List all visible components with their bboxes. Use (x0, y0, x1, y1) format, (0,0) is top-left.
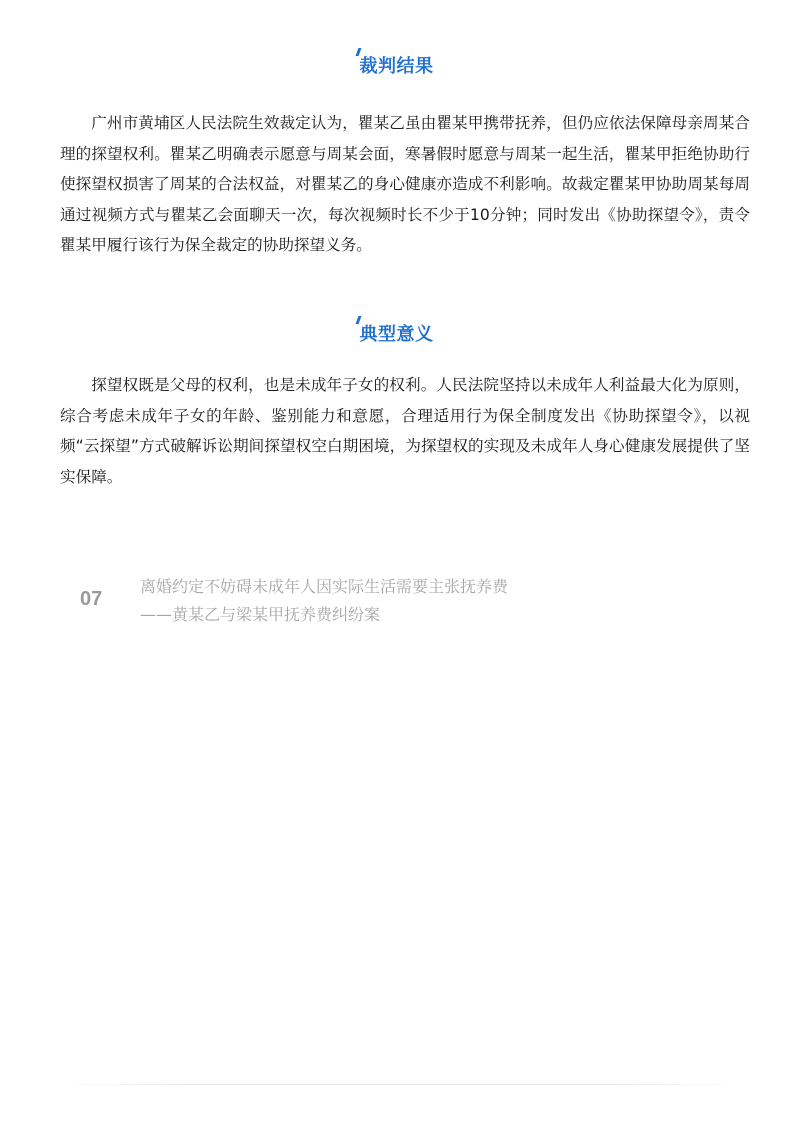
case-title-line1: 离婚约定不妨碍未成年人因实际生活需要主张抚养费 (140, 577, 509, 596)
heading-accent-mark (355, 316, 361, 324)
case-number: 07 (80, 588, 103, 610)
case-title-line2: ——黄某乙与梁某甲抚养费纠纷案 (140, 605, 381, 624)
significance-paragraph: 探望权既是父母的权利，也是未成年子女的权利。人民法院坚持以未成年人利益最大化为原则，综合考虑未成年子女的年龄、鉴别能力和意愿，合理适用行为保全制度发出《协助探望令》，以视频“云探望”方式破解诉讼期间探望权空白期困境，为探望权的实现及未成年人身心健康发展提供了坚实保障。 (60, 376, 750, 486)
section-heading-significance (0, 320, 793, 346)
heading-accent-mark (355, 48, 361, 56)
section-title: 典型意义 (359, 324, 434, 345)
judgment-paragraph: 广州市黄埔区人民法院生效裁定认为，瞿某乙虽由瞿某甲携带抚养，但仍应依法保障母亲周某合理的探望权利。瞿某乙明确表示愿意与周某会面，寒暑假时愿意与周某一起生活，瞿某甲拒绝协助行使探望权损害了周某的合法权益，对瞿某乙的身心健康亦造成不利影响。故裁定瞿某甲协助周某每周通过视频方式与瞿某乙会面聊天一次，每次视频时长不少于10分钟；同时发出《协助探望令》，责令瞿某甲履行该行为保全裁定的协助探望义务。 (60, 114, 750, 254)
section-title: 裁判结果 (359, 56, 434, 77)
heading-wrap (360, 320, 434, 346)
heading-wrap (360, 52, 434, 78)
footer-divider (60, 1084, 740, 1085)
section-heading-judgment (0, 52, 793, 78)
